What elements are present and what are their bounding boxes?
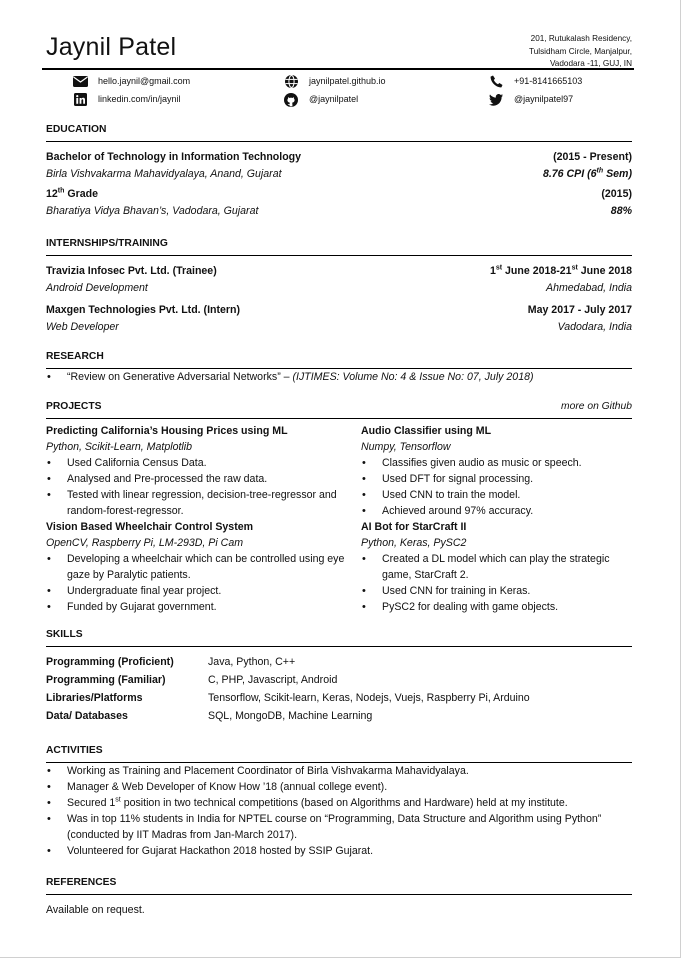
projects-section [46, 400, 632, 615]
project-item [361, 423, 632, 519]
project-tech: OpenCV, Raspberry Pi, LM-293D, Pi Cam [46, 536, 244, 549]
degree-period: (2015 - Present) [553, 150, 632, 163]
education-section [46, 123, 632, 220]
school-name: Bharatiya Vidya Bhavan’s, Vadodara, Gujarat [46, 204, 259, 217]
project-bullet: • Classifies given audio as music or speech. [361, 455, 632, 471]
contact-phone[interactable] [484, 75, 634, 88]
section-title: RESEARCH [46, 350, 632, 369]
phone-icon [484, 75, 508, 88]
skill-row: Libraries/Platforms Tensorflow, Scikit-learn, Keras, Nodejs, Vuejs, Raspberry Pi, Arduino [46, 691, 530, 704]
section-title: EDUCATION [46, 123, 632, 142]
degree-name: 12th Grade [46, 187, 98, 200]
degree-score: 88% [610, 204, 632, 217]
references-section [46, 876, 632, 918]
contact-github[interactable] [279, 93, 484, 107]
degree-period: (2015) [601, 187, 632, 200]
project-item [361, 519, 632, 615]
activity-item: • Secured 1st position in two technical competitions (based on Algorithms and Hardware) held at my institute. [46, 795, 632, 811]
projects-right-column [361, 423, 632, 615]
candidate-name: Jaynil Patel [46, 33, 177, 61]
linkedin-icon [68, 93, 92, 106]
project-bullet: • Analysed and Pre-processed the raw data. [46, 471, 361, 487]
internship-period: 1st June 2018-21st June 2018 [489, 264, 632, 277]
email-text: hello.jaynil@gmail.com [98, 76, 191, 87]
project-bullet: • Tested with linear regression, decision-tree-regressor and random-forest-regressor. [46, 487, 361, 519]
activity-item: • Was in top 11% students in India for NPTEL course on “Programming, Data Structure and Algorithm using Python” (conducted by IIT Madras from Jan-March 2017). [46, 811, 632, 843]
envelope-icon [68, 76, 92, 87]
company-name: Travizia Infosec Pvt. Ltd. (Trainee) [46, 264, 217, 277]
github-icon [279, 93, 303, 107]
project-name: Audio Classifier using ML [361, 424, 492, 437]
activities-section [46, 744, 632, 859]
address-line: Tulsidham Circle, Manjalpur, [529, 46, 632, 56]
contact-email[interactable] [42, 75, 279, 88]
project-item [46, 519, 361, 615]
address-line: Vadodara -11, GUJ, IN [549, 59, 632, 69]
internship-period: May 2017 - July 2017 [527, 303, 632, 316]
project-bullet: • PySC2 for dealing with game objects. [361, 599, 632, 615]
project-name: Vision Based Wheelchair Control System [46, 520, 254, 533]
skills-section [46, 628, 632, 725]
twitter-icon [484, 94, 508, 106]
project-bullet: • Funded by Gujarat government. [46, 599, 361, 615]
research-section [46, 350, 632, 385]
project-tech: Numpy, Tensorflow [361, 440, 451, 453]
section-title: REFERENCES [46, 876, 632, 895]
contact-website[interactable] [279, 75, 484, 88]
contact-twitter[interactable] [484, 93, 634, 106]
project-bullet: • Achieved around 97% accuracy. [361, 503, 632, 519]
project-bullet: • Undergraduate final year project. [46, 583, 361, 599]
section-title: SKILLS [46, 628, 632, 647]
address-block [529, 33, 632, 71]
skill-row: Programming (Familiar) C, PHP, Javascript, Android [46, 673, 338, 686]
project-bullet: • Developing a wheelchair which can be controlled using eye gaze by Paralytic patients. [46, 551, 361, 583]
skill-row: Programming (Proficient) Java, Python, C++ [46, 655, 296, 668]
website-text: jaynilpatel.github.io [309, 76, 386, 87]
company-name: Maxgen Technologies Pvt. Ltd. (Intern) [46, 303, 241, 316]
project-name: AI Bot for StarCraft II [361, 520, 467, 533]
project-tech: Python, Scikit-Learn, Matplotlib [46, 440, 193, 453]
section-title: PROJECTS more on Github [46, 400, 632, 419]
activity-item: • Working as Training and Placement Coordinator of Birla Vishvakarma Mahavidyalaya. [46, 763, 632, 779]
address-line: 201, Rutukalash Residency, [530, 34, 632, 43]
project-item [46, 423, 361, 519]
references-text: Available on request. [46, 903, 145, 916]
contact-linkedin[interactable] [42, 93, 279, 106]
degree-name: Bachelor of Technology in Information Technology [46, 150, 302, 163]
internship-location: Ahmedabad, India [546, 281, 632, 294]
phone-text: +91-8141665103 [514, 76, 583, 87]
projects-left-column [46, 423, 361, 615]
project-bullet: • Created a DL model which can play the strategic game, StarCraft 2. [361, 551, 632, 583]
school-name: Birla Vishvakarma Mahavidyalaya, Anand, Gujarat [46, 167, 282, 180]
activity-item: • Volunteered for Gujarat Hackathon 2018 hosted by SSIP Gujarat. [46, 843, 632, 859]
github-text: @jaynilpatel [309, 94, 359, 105]
section-title: INTERNSHIPS/TRAINING [46, 237, 632, 256]
header-divider [42, 68, 634, 70]
project-bullet: • Used CNN for training in Keras. [361, 583, 632, 599]
project-bullet: • Used DFT for signal processing. [361, 471, 632, 487]
linkedin-text: linkedin.com/in/jaynil [98, 94, 181, 105]
project-bullet: • Used California Census Data. [46, 455, 361, 471]
twitter-text: @jaynilpatel97 [514, 94, 574, 105]
skill-row: Data/ Databases SQL, MongoDB, Machine Learning [46, 709, 373, 722]
project-name: Predicting California’s Housing Prices using ML [46, 424, 288, 437]
section-title: ACTIVITIES [46, 744, 632, 763]
project-tech: Python, Keras, PySC2 [361, 536, 467, 549]
more-on-github-link[interactable]: more on Github [561, 401, 632, 412]
internship-role: Android Development [46, 281, 148, 294]
contact-bar [42, 73, 634, 109]
activity-item: • Manager & Web Developer of Know How ’18 (annual college event). [46, 779, 632, 795]
research-item: • “Review on Generative Adversarial Networks” – (IJTIMES: Volume No: 4 & Issue No: 07, July 2018) [46, 369, 632, 385]
globe-icon [279, 75, 303, 88]
degree-score: 8.76 CPI (6th Sem) [542, 167, 632, 180]
internships-section [46, 237, 632, 336]
internship-role: Web Developer [46, 320, 119, 333]
project-bullet: • Used CNN to train the model. [361, 487, 632, 503]
internship-location: Vadodara, India [557, 320, 632, 333]
